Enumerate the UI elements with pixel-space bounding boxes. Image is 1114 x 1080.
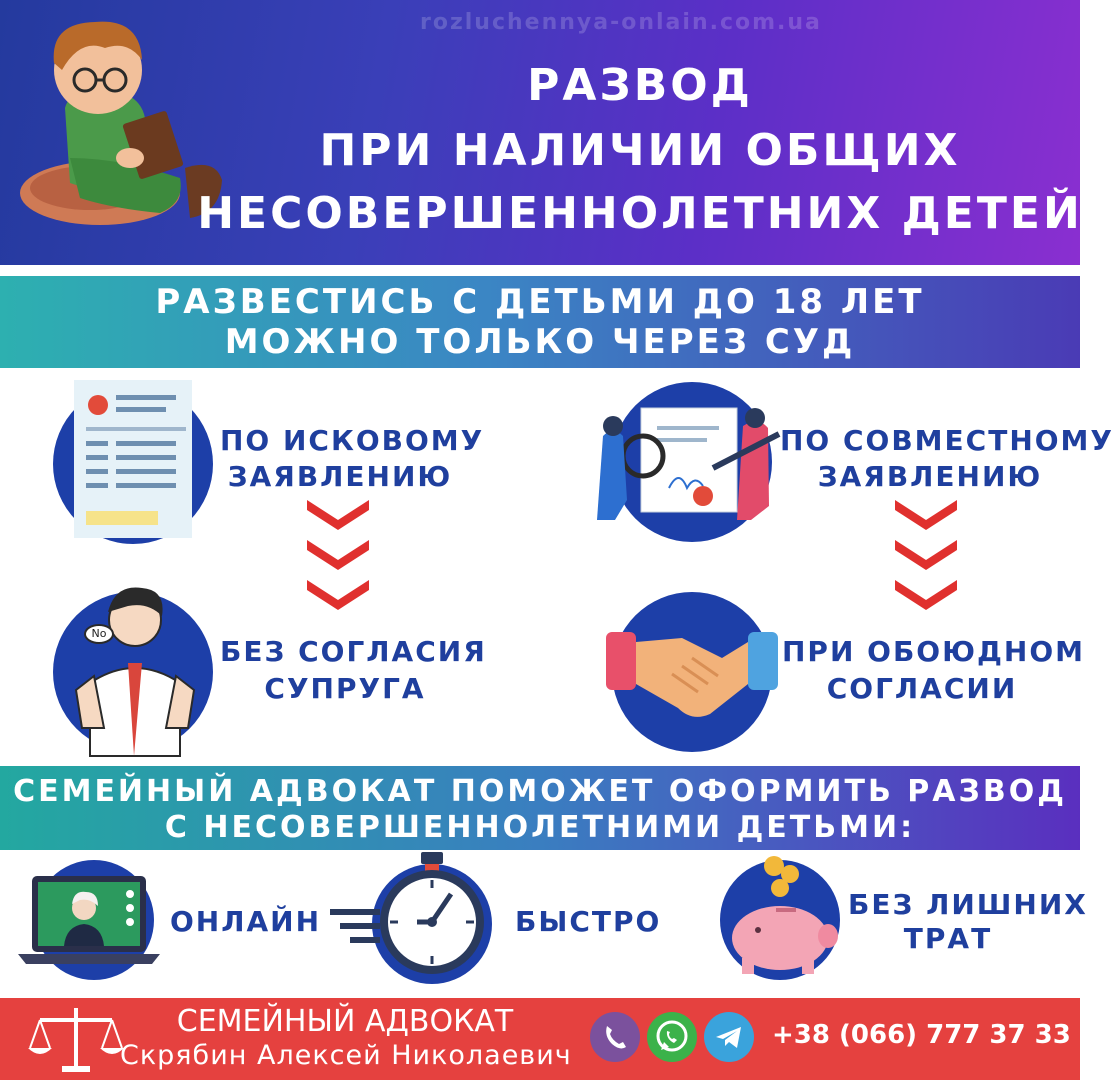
handshake-icon [602,618,782,728]
joint-application-illustration [583,396,793,526]
no-extra-costs-label-line-1: БЕЗ ЛИШНИХ [848,888,1088,921]
scales-of-justice-icon [26,1004,126,1076]
refusing-man-illustration [70,578,200,756]
no-consent-label-line-2: СУПРУГА [264,672,426,705]
chevron-down-icon [895,500,957,530]
online-label: ОНЛАЙН [170,905,322,938]
footer-bar [0,998,1080,1080]
title-line-1: РАЗВОД [527,60,753,111]
document-icon [60,375,200,545]
phone-number[interactable]: +38 (066) 777 37 33 [772,1020,1071,1050]
lawsuit-label-line-2: ЗАЯВЛЕНИЮ [227,460,453,493]
chevron-down-icon [307,500,369,530]
joint-label-line-1: ПО СОВМЕСТНОМУ [780,424,1114,457]
lawyer-name: Скрябин Алексей Николаевич [120,1040,572,1071]
court-banner-line-1: РАЗВЕСТИСЬ С ДЕТЬМИ ДО 18 ЛЕТ [155,282,925,322]
chevron-down-icon [307,580,369,610]
lawyer-banner-line-2: С НЕСОВЕРШЕННОЛЕТНИМИ ДЕТЬМИ: [164,810,916,845]
speech-bubble: No [84,624,114,644]
joint-label-line-2: ЗАЯВЛЕНИЮ [817,460,1043,493]
chevron-down-icon [895,580,957,610]
footer-title: СЕМЕЙНЫЙ АДВОКАТ [176,1004,514,1039]
whatsapp-icon[interactable] [647,1012,697,1062]
lawyer-help-banner [0,766,1080,850]
mutual-consent-label-line-1: ПРИ ОБОЮДНОМ [782,635,1085,668]
mutual-consent-label-line-2: СОГЛАСИИ [826,672,1018,705]
viber-icon[interactable] [590,1012,640,1062]
title-line-3: НЕСОВЕРШЕННОЛЕТНИХ ДЕТЕЙ [197,188,1083,239]
court-banner-line-2: МОЖНО ТОЛЬКО ЧЕРЕЗ СУД [224,322,856,362]
watermark: rozluchennya-onlain.com.ua [420,10,822,35]
fast-label: БЫСТРО [515,905,662,938]
header-banner [0,0,1083,265]
piggy-bank-icon [718,850,848,980]
laptop-video-call-icon [14,870,164,970]
no-consent-label-line-1: БЕЗ СОГЛАСИЯ [220,635,487,668]
stopwatch-icon [325,850,505,985]
lawsuit-label-line-1: ПО ИСКОВОМУ [220,424,485,457]
chevron-down-icon [307,540,369,570]
chevron-down-icon [895,540,957,570]
title-line-2: ПРИ НАЛИЧИИ ОБЩИХ [319,125,961,176]
court-only-banner [0,276,1080,368]
lawyer-banner-line-1: СЕМЕЙНЫЙ АДВОКАТ ПОМОЖЕТ ОФОРМИТЬ РАЗВОД [13,774,1067,809]
no-extra-costs-label-line-2: ТРАТ [903,922,993,955]
telegram-icon[interactable] [704,1012,754,1062]
